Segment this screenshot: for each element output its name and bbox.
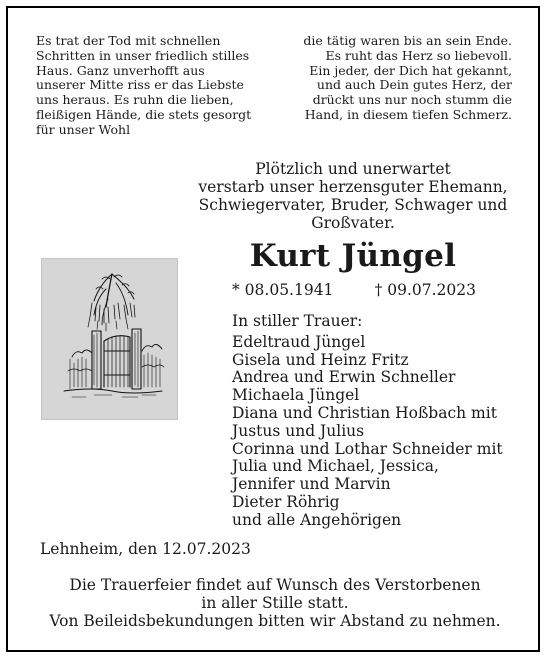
- mourner-line: und alle Angehörigen: [232, 510, 402, 529]
- intro-line: verstarb unser herzensguter Ehemann,: [198, 178, 508, 196]
- poem-line: Haus. Ganz unverhofft aus: [36, 62, 205, 78]
- poem-left-column: [36, 34, 276, 138]
- poem-line: unserer Mitte riss er das Liebste: [36, 77, 244, 93]
- poem-line: die tätig waren bis an sein Ende.: [303, 33, 512, 48]
- poem-line: Hand, in diesem tiefen Schmerz.: [304, 106, 512, 122]
- mourner-line: Diana und Christian Hoßbach mit: [232, 403, 497, 422]
- mourner-line: Justus und Julius: [232, 421, 365, 440]
- poem-line: Es trat der Tod mit schnellen: [36, 33, 221, 48]
- poem-line: Schritten in unser friedlich stilles: [36, 47, 250, 63]
- mourner-line: Dieter Röhrig: [232, 492, 340, 511]
- garden-gate-icon: [42, 259, 177, 419]
- life-dates: [232, 281, 476, 299]
- footer-line: Die Trauerfeier findet auf Wunsch des Verstorbenen: [69, 576, 481, 594]
- intro-line: Großvater.: [311, 214, 395, 232]
- poem-line: für unser Wohl: [36, 121, 131, 137]
- poem-line: uns heraus. Es ruhn die lieben,: [36, 92, 234, 108]
- funeral-notice: [20, 576, 530, 630]
- mourner-line: Edeltraud Jüngel: [232, 332, 366, 351]
- mourners-heading: In stiller Trauer:: [232, 312, 363, 330]
- mourner-line: Jennifer und Marvin: [232, 475, 391, 494]
- footer-line: in aller Stille statt.: [201, 594, 349, 612]
- poem-line: Ein jeder, der Dich hat gekannt,: [309, 62, 512, 78]
- garden-gate-drawing: [41, 258, 178, 420]
- deceased-name: Kurt Jüngel: [249, 238, 457, 274]
- birth-date: * 08.05.1941: [232, 281, 334, 299]
- poem-right-column: [272, 34, 512, 123]
- poem-line: drückt uns nur noch stumm die: [312, 92, 512, 108]
- mourner-line: Michaela Jüngel: [232, 386, 360, 405]
- death-date: † 09.07.2023: [374, 281, 476, 299]
- poem-line: und auch Dein gutes Herz, der: [316, 77, 512, 93]
- place-and-date: Lehnheim, den 12.07.2023: [40, 540, 251, 558]
- intro-line: Plötzlich und unerwartet: [255, 160, 451, 178]
- death-announcement-intro: [186, 160, 520, 232]
- mourner-line: Gisela und Heinz Fritz: [232, 350, 409, 369]
- mourner-line: Corinna und Lothar Schneider mit: [232, 439, 503, 458]
- mourner-line: Julia und Michael, Jessica,: [232, 457, 439, 476]
- mourner-line: Andrea und Erwin Schneller: [232, 368, 456, 387]
- mourners-list: [232, 313, 503, 530]
- poem-line: fleißigen Hände, die stets gesorgt: [36, 106, 252, 122]
- intro-line: Schwiegervater, Bruder, Schwager und: [198, 196, 508, 214]
- poem-line: Es ruht das Herz so liebevoll.: [325, 47, 512, 63]
- footer-line: Von Beileidsbekundungen bitten wir Abstand zu nehmen.: [49, 612, 501, 630]
